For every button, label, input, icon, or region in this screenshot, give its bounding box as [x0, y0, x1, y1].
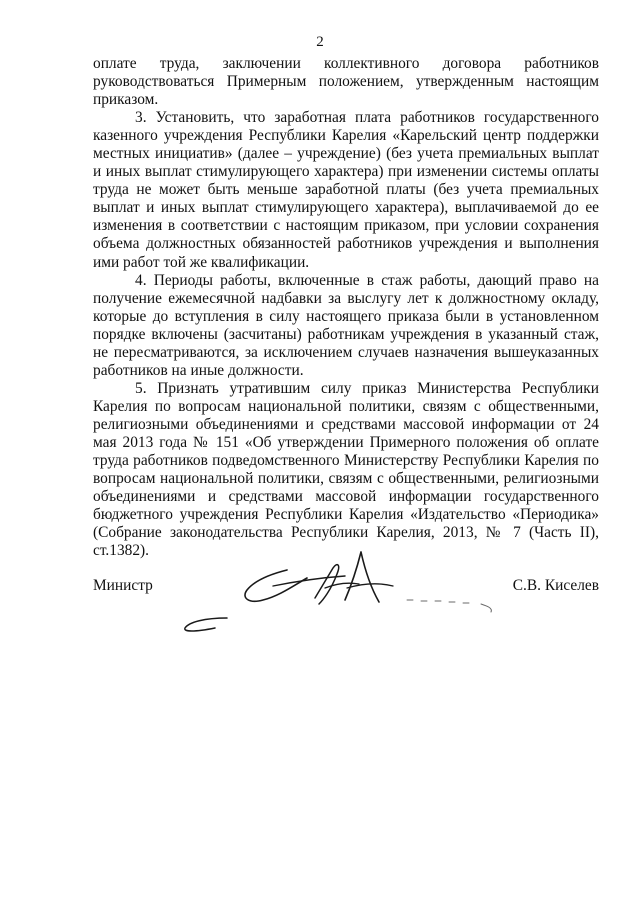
page-number: 2 — [316, 34, 324, 50]
paragraph-item-3: 3. Установить, что заработная плата работников государственного казенного учреждения Республики Карелия «Карельский центр поддержки местных инициатив» (далее – учреждение) (без учета премиальных выплат и иных выплат стимулирующего характера) при изменении системы оплаты труда не может быть меньше заработной платы (без учета премиальных выплат и иных выплат стимулирующего характера), выплачиваемой до ее изменения в соответствии с настоящим приказом, при условии сохранения объема должностных обязанностей работников учреждения и выполнения ими работ той же квалификации. — [93, 109, 599, 271]
paragraph-continuation: оплате труда, заключении коллективного договора работников руководствоваться Примерным положением, утвержденным настоящим приказом. — [93, 55, 599, 109]
paragraph-item-5: 5. Признать утратившим силу приказ Министерства Республики Карелия по вопросам национальной политики, связям с общественными, религиозными объединениями и средствами массовой информации от 24 мая 2013 года № 151 «Об утверждении Примерного положения об оплате труда работников подведомственного Министерству Республики Карелия по вопросам национальной политики, связям с общественными, религиозными объединениями и средствами массовой информации государственного бюджетного учреждения Республики Карелия «Издательство «Периодика» (Собрание законодательства Республики Карелия, 2013, № 7 (Часть II), ст.1382). — [93, 379, 599, 560]
document-body — [93, 55, 599, 560]
paragraph-item-4: 4. Периоды работы, включенные в стаж работы, дающий право на получение ежемесячной надбавки за выслугу лет к должностному окладу, которые до вступления в силу настоящего приказа были в установленном порядке включены (засчитаны) работникам учреждения в указанный стаж, не пересматриваются, за исключением случаев назначения вышеуказанных работников на иные должности. — [93, 271, 599, 379]
signatory-title: Министр — [93, 577, 153, 594]
handwritten-signature — [175, 548, 505, 648]
signatory-name: С.В. Киселев — [512, 577, 599, 594]
